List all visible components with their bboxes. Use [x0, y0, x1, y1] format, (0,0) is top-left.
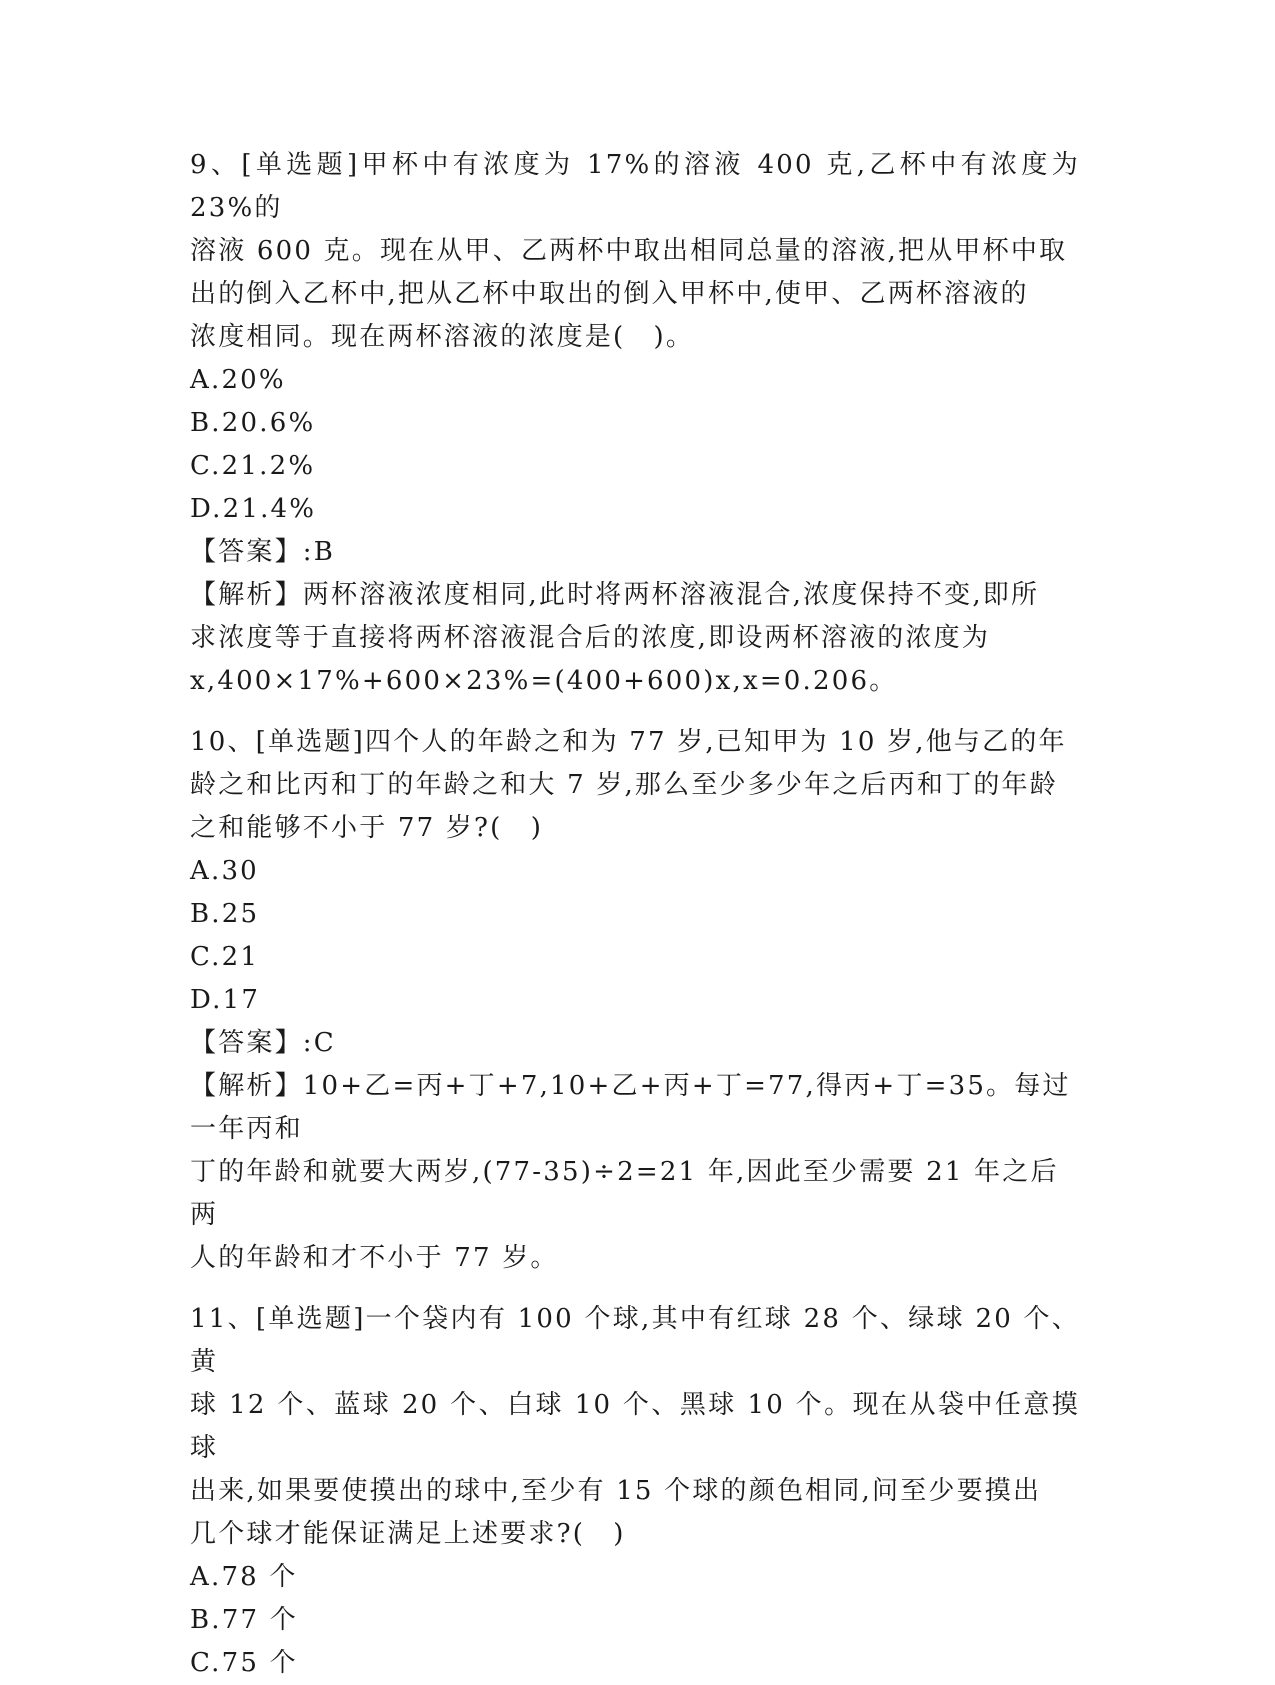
options-list	[190, 1556, 1080, 1685]
question-block	[190, 721, 1080, 1280]
stem-line: 球 12 个、蓝球 20 个、白球 10 个、黑球 10 个。现在从袋中任意摸球	[190, 1390, 1080, 1463]
analysis	[190, 1065, 1080, 1280]
option-d: D.21.4%	[190, 494, 317, 524]
options-list	[190, 359, 1080, 531]
options-list	[190, 850, 1080, 1022]
question-block	[190, 1298, 1080, 1685]
option-a: A.20%	[190, 365, 286, 395]
document-page	[190, 144, 1091, 1685]
option-b: B.77 个	[190, 1605, 298, 1635]
analysis-line: 丁的年龄和就要大两岁,(77-35)÷2=21 年,因此至少需要 21 年之后两	[190, 1157, 1059, 1230]
analysis	[190, 574, 1080, 703]
option-a: A.78 个	[190, 1562, 298, 1592]
analysis-line: 人的年龄和才不小于 77 岁。	[190, 1243, 559, 1273]
stem-line: 溶液 600 克。现在从甲、乙两杯中取出相同总量的溶液,把从甲杯中取	[190, 236, 1068, 266]
analysis-line: 求浓度等于直接将两杯溶液混合后的浓度,即设两杯溶液的浓度为	[190, 623, 991, 653]
option-b: B.20.6%	[190, 408, 316, 438]
analysis-line: 【解析】两杯溶液浓度相同,此时将两杯溶液混合,浓度保持不变,即所	[190, 580, 1040, 610]
question-block	[190, 144, 1091, 703]
option-c: C.21.2%	[190, 451, 316, 481]
stem-line: 几个球才能保证满足上述要求?( )	[190, 1519, 626, 1549]
answer: 【答案】:C	[190, 1028, 336, 1058]
stem-line: 出来,如果要使摸出的球中,至少有 15 个球的颜色相同,问至少要摸出	[190, 1476, 1042, 1506]
option-c: C.75 个	[190, 1648, 298, 1678]
stem-line: 浓度相同。现在两杯溶液的浓度是( )。	[190, 322, 695, 352]
stem-line: 10、[单选题]四个人的年龄之和为 77 岁,已知甲为 10 岁,他与乙的年	[190, 727, 1067, 757]
option-c: C.21	[190, 942, 260, 972]
analysis-line: 【解析】10+乙=丙+丁+7,10+乙+丙+丁=77,得丙+丁=35。每过一年丙和	[190, 1071, 1071, 1144]
stem-line: 出的倒入乙杯中,把从乙杯中取出的倒入甲杯中,使甲、乙两杯溶液的	[190, 279, 1029, 309]
answer: 【答案】:B	[190, 537, 336, 567]
stem-line: 11、[单选题]一个袋内有 100 个球,其中有红球 28 个、绿球 20 个、黄	[190, 1304, 1080, 1377]
stem-line: 之和能够不小于 77 岁?( )	[190, 813, 544, 843]
stem-line: 龄之和比丙和丁的年龄之和大 7 岁,那么至少多少年之后丙和丁的年龄	[190, 770, 1058, 800]
option-a: A.30	[190, 856, 259, 886]
question-stem	[190, 1298, 1080, 1556]
stem-line: 9、[单选题]甲杯中有浓度为 17%的溶液 400 克,乙杯中有浓度为 23%的	[190, 150, 1091, 223]
option-d: D.17	[190, 985, 261, 1015]
analysis-line: x,400×17%+600×23%=(400+600)x,x=0.206。	[190, 666, 898, 696]
option-b: B.25	[190, 899, 260, 929]
question-stem	[190, 144, 1091, 359]
question-stem	[190, 721, 1080, 850]
